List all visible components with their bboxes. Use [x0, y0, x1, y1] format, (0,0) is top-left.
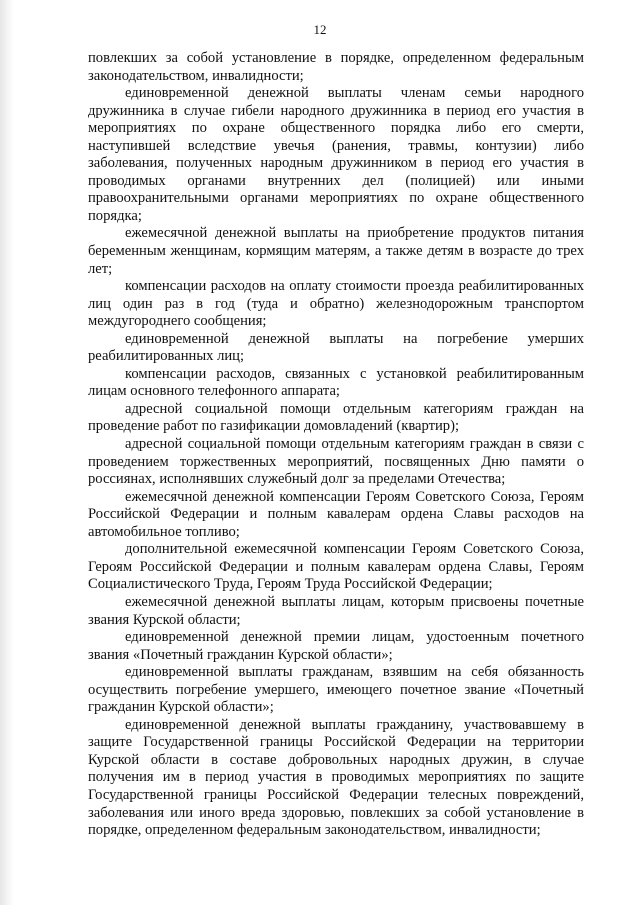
paragraph: адресной социальной помощи отдельным категориям граждан в связи с проведением торжественных мероприятий, посвященных Дню памяти о россиянах, исполнявших служебный долг за пределами Отечества; [88, 436, 584, 488]
paragraph: единовременной денежной выплаты на погребение умерших реабилитированных лиц; [88, 330, 584, 365]
page-number: 12 [313, 22, 327, 37]
paragraph: ежемесячной денежной выплаты лицам, которым присвоены почетные звания Курской области; [88, 593, 584, 628]
paragraph: компенсации расходов, связанных с установкой реабилитированным лицам основного телефонного аппарата; [88, 365, 584, 400]
paragraph: дополнительной ежемесячной компенсации Героям Советского Союза, Героям Российской Федерации и полным кавалерам ордена Славы, Героям Социалистического Труда, Героям Труда Российской Федерации; [88, 541, 584, 593]
paragraph: адресной социальной помощи отдельным категориям граждан на проведение работ по газификации домовладений (квартир); [88, 400, 584, 435]
paragraph: ежемесячной денежной выплаты на приобретение продуктов питания беременным женщинам, кормящим матерям, а также детям в возрасте до трех лет; [88, 225, 584, 277]
paragraph: единовременной денежной выплаты гражданину, участвовавшему в защите Государственной границы Российской Федерации на территории Курской области в составе добровольных народных дружин, в случае получения им в период участия в проводимых мероприятиях по защите Государственной границы Российской Федерации телесных повреждений, заболевания или иного вреда здоровью, повлекших за собой установление в порядке, определенном федеральным законодательством, инвалидности; [88, 716, 584, 839]
paragraph: единовременной выплаты гражданам, взявшим на себя обязанность осуществить погребение умершего, имеющего почетное звание «Почетный гражданин Курской области»; [88, 664, 584, 716]
paragraph: единовременной денежной выплаты членам семьи народного дружинника в случае гибели народного дружинника в период его участия в мероприятиях по охране общественного порядка либо его смерти, наступившей вследствие увечья (ранения, травмы, контузии) либо заболевания, полученных народным дружинником в период его участия в проводимых органами внутренних дел (полицией) или иными правоохранительными органами мероприятиях по охране общественного порядка; [88, 85, 584, 224]
paragraph: компенсации расходов на оплату стоимости проезда реабилитированных лиц один раз в год (туда и обратно) железнодорожным транспортом междугороднего сообщения; [88, 278, 584, 330]
scan-edge-shadow [0, 0, 14, 905]
paragraph: повлекших за собой установление в порядке, определенном федеральным законодательством, инвалидности; [88, 50, 584, 84]
paragraph: единовременной денежной премии лицам, удостоенным почетного звания «Почетный гражданин Курской области»; [88, 629, 584, 663]
document-body [88, 50, 584, 840]
paragraph: ежемесячной денежной компенсации Героям Советского Союза, Героям Российской Федерации и полным кавалерам ордена Славы расходов на автомобильное топливо; [88, 488, 584, 540]
